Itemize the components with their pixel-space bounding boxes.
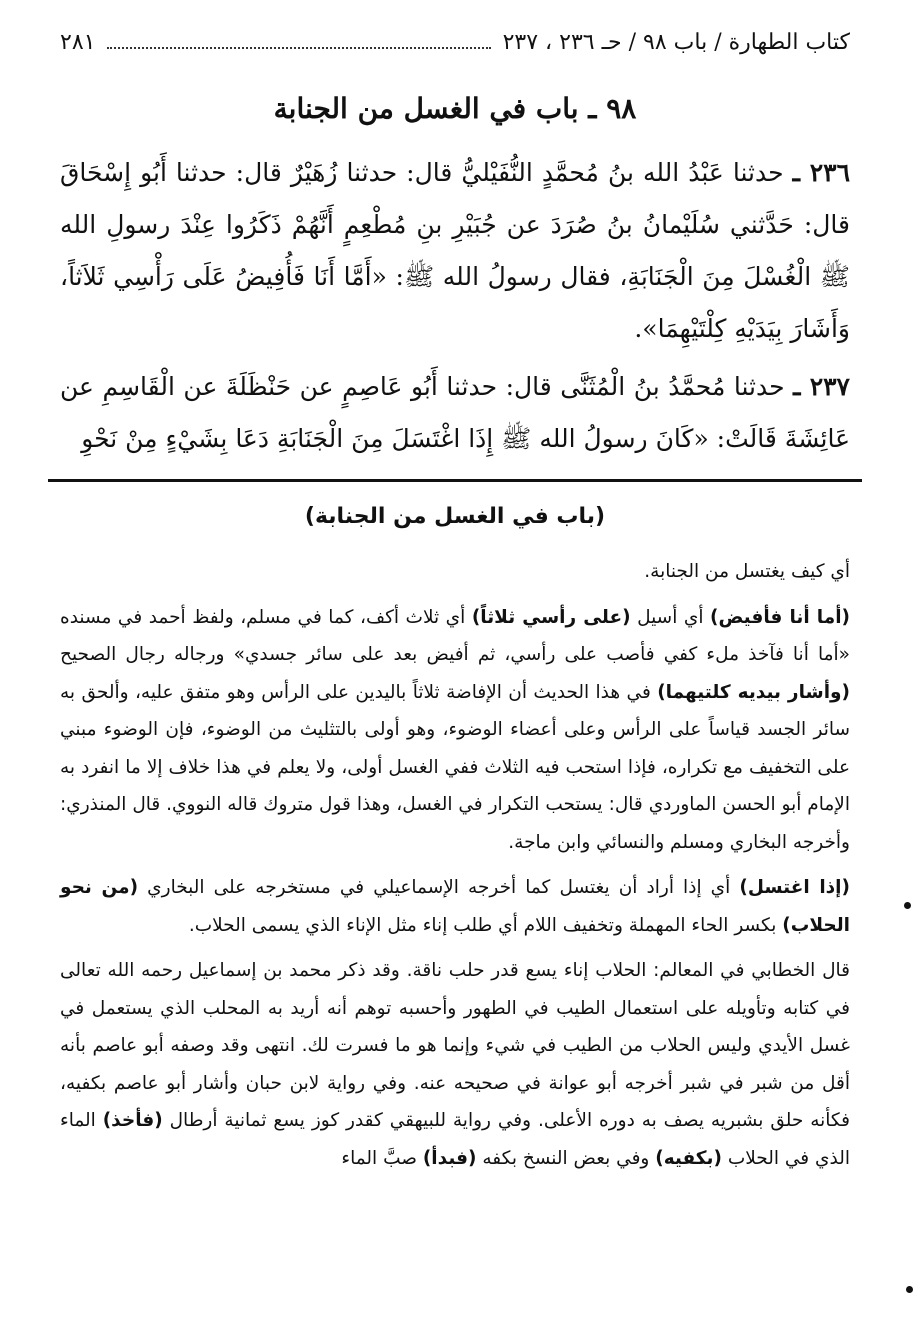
quoted-phrase: (من نحو الحلاب) (60, 877, 850, 936)
commentary-text: الماء الذي في الحلاب (60, 1110, 850, 1169)
section-divider (48, 479, 862, 482)
hadith-237 (60, 361, 850, 465)
quoted-phrase: (فبدأ) (422, 1147, 477, 1169)
quoted-phrase: (وأشار بيديه كلتيهما) (657, 681, 850, 703)
commentary-paragraph-3 (60, 869, 850, 944)
scan-speck (906, 1286, 913, 1293)
commentary-text: صبَّ الماء (341, 1147, 423, 1169)
quoted-phrase: (أما أنا فأفيض) (709, 606, 850, 628)
commentary-paragraph-2 (60, 599, 850, 862)
commentary-text: بكسر الحاء المهملة وتخفيف اللام أي طلب إناء مثل الإناء الذي يسمى الحلاب. (188, 914, 783, 936)
commentary-paragraph-4 (60, 952, 850, 1177)
commentary-text: أي إذا أراد أن يغتسل كما أخرجه الإسماعيلي في مستخرجه على البخاري (138, 877, 740, 898)
running-header-title: كتاب الطهارة / باب ٩٨ / حـ ٢٣٦ ، ٢٣٧ (502, 30, 850, 55)
quoted-phrase: (فأخذ) (102, 1110, 163, 1131)
hadith-236 (60, 147, 850, 355)
header-dot-leader (107, 47, 490, 49)
quoted-phrase: (بكفيه) (655, 1147, 722, 1169)
book-page (60, 28, 850, 1185)
commentary-text: أي ثلاث أكف، كما في مسلم، ولفظ أحمد في مسنده «أما أنا فآخذ ملء كفي فأصب على رأسي، ثم أفيض بعد على سائر جسدي» ورجاله رجال الصحيح (60, 606, 850, 665)
hadith-number: ٢٣٦ ـ (792, 158, 851, 187)
commentary-text: قال الخطابي في المعالم: الحلاب إناء يسع قدر حلب ناقة. وقد ذكر محمد بن إسماعيل رحمه الله تعالى في كتابه وتأويله على استعمال الطيب في الطهور وأحسبه توهم أنه أريد به المحلب الذي يستعمل في غسل الأيدي وليس الحلاب من الطيب في شيء وإنما هو ما فسرت لك. انتهى وقد وصفه أبو عاصم بأنه أقل من شبر في شبر أخرجه أبو عوانة في صحيحه عنه. وفي رواية لابن حبان وأشار أبو عاصم بكفيه، فكأنه حلق بشبريه يصف به دوره الأعلى. وفي رواية للبيهقي كقدر كوز يسع ثمانية أرطال (60, 960, 850, 1131)
hadith-text: حدثنا مُحمَّدُ بنُ الْمُثَنَّى قال: حدثنا أَبُو عَاصِمٍ عن حَنْظَلَةَ عن الْقَاسِمِ عن عَائِشَةَ قَالَتْ: «كَانَ رسولُ الله ﷺ إِذَا اغْتَسَلَ مِنَ الْجَنَابَةِ دَعَا بِشَيْءٍ مِنْ نَحْوِ (60, 372, 850, 453)
scan-speck (904, 902, 911, 909)
quoted-phrase: (إذا اغتسل) (739, 877, 850, 898)
commentary-title: (باب في الغسل من الجنابة) (304, 504, 606, 529)
chapter-title: ٩٨ ـ باب في الغسل من الجنابة (273, 92, 637, 125)
commentary-paragraph-1: أي كيف يغتسل من الجنابة. (644, 561, 850, 582)
hadith-text: حدثنا عَبْدُ الله بنُ مُحمَّدٍ النُّفَيْليُّ قال: حدثنا زُهَيْرٌ قال: حدثنا أَبُو إِسْحَاقَ قال: حَدَّثني سُلَيْمانُ بنُ صُرَدَ عن جُبَيْرِ بنِ مُطْعِمٍ أَنَّهُمْ ذَكَرُوا عِنْدَ رسولِ الله ﷺ الْغُسْلَ مِنَ الْجَنَابَةِ، فقال رسولُ الله ﷺ: «أَمَّا أَنَا فَأُفِيضُ عَلَى رَأْسِي ثَلاَثاً، وَأَشَارَ بِيَدَيْهِ كِلْتَيْهِمَا». (60, 158, 850, 343)
commentary-text: أي أسيل (630, 606, 710, 628)
commentary-text: في هذا الحديث أن الإفاضة ثلاثاً باليدين على الرأس وهو متفق عليه، وألحق به سائر الجسد قياساً على الرأس وعلى أعضاء الوضوء، وهو أولى بالتثليث من الوضوء، فإن الوضوء مبني على التخفيف مع تكراره، فإذا استحب فيه الثلاث ففي الغسل أولى، ولا يعلم في هذا خلاف إلا ما انفرد به الإمام أبو الحسن الماوردي قال: يستحب التكرار في الغسل، وهذا قول متروك قاله النووي. قال المنذري: وأخرجه البخاري ومسلم والنسائي وابن ماجة. (60, 681, 850, 853)
page-number: ٢٨١ (60, 30, 96, 55)
running-header (60, 28, 850, 58)
quoted-phrase: (على رأسي ثلاثاً) (471, 606, 631, 628)
hadith-number: ٢٣٧ ـ (793, 372, 850, 401)
commentary-text: وفي بعض النسخ بكفه (476, 1147, 656, 1169)
